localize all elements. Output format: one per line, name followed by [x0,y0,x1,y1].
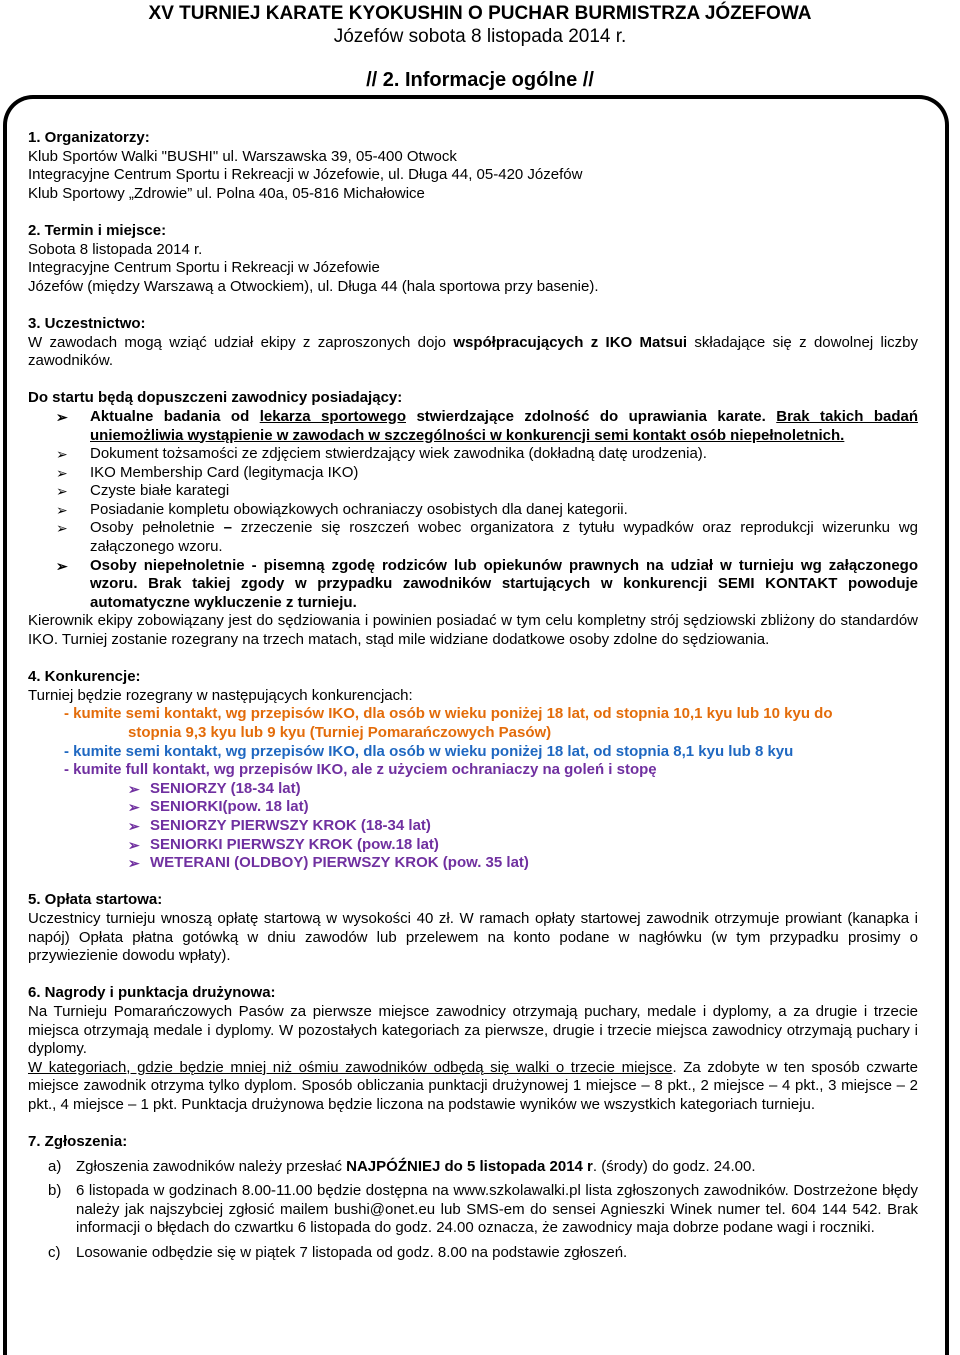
paragraph: Turniej będzie rozegrany w następujących konkurencjach: [28,686,413,704]
section-heading: 3. Uczestnictwo: [28,314,146,332]
text: SENIORZY (18-34 lat) [150,779,301,797]
text: SENIORZY PIERWSZY KROK (18-34 lat) [150,816,431,834]
text-underlined: lekarza sportowego [259,407,406,425]
arrow-bullet-icon: ➢ [128,836,140,853]
text: Czyste białe karategi [90,482,230,500]
arrow-bullet-icon: ➢ [56,464,68,481]
text-line: Józefów (między Warszawą a Otwockiem), ul. Długa 44 (hala sportowa przy basenie). [28,277,599,295]
paragraph [28,334,918,371]
text: Dokument tożsamości ze zdjęciem stwierdzający wiek zawodnika (dokładną datę urodzenia). [90,445,707,463]
section-prizes [28,984,918,1114]
text: IKO Membership Card (legitymacja IKO) [90,463,359,481]
section-fee [28,891,918,965]
section-title: // 2. Informacje ogólne // [366,69,594,91]
list-item [28,1244,918,1263]
competition-item: - kumite full kontakt, wg przepisów IKO, ale z użyciem ochraniaczy na goleń i stopę [64,761,657,779]
section-heading: 4. Konkurencje: [28,668,141,686]
list-item [28,445,918,464]
arrow-bullet-icon: ➢ [128,855,140,872]
text-bold: NAJPÓŹNIEJ do 5 listopada 2014 r [346,1157,593,1175]
text: Zgłoszenia zawodników należy przesłać [76,1157,347,1175]
section-competitions [28,668,918,873]
start-requirements-heading: Do startu będą dopuszczeni zawodnicy posiadający: [28,389,403,407]
document-subtitle: Józefów sobota 8 listopada 2014 r. [333,26,627,47]
list-item [28,557,918,613]
paragraph: Uczestnicy turnieju wnoszą opłatę startową w wysokości 40 zł. W ramach opłaty startowej zawodnik otrzymuje prowiant (kanapka i napój) Opłata płatna gotówką w dniu zawodów lub przelewem na konto podane w nagłówku (w tym przypadku prosimy o przywiezienie dowodu wpłaty). [28,909,918,965]
competition-item: - kumite semi kontakt, wg przepisów IKO, dla osób w wieku poniżej 18 lat, od stopnia 10,1 kyu lub 10 kyu do [64,705,833,723]
text-underlined: Brak takich badań uniemożliwia wystąpienie w zawodach w szczególności w konkurencji semi kontakt osób niepełnoletnich. [90,407,919,444]
registration-list [28,1158,918,1263]
competition-item: - kumite semi kontakt, wg przepisów IKO, dla osób w wieku poniżej 18 lat, od stopnia 8,1 kyu lub 8 kyu [64,742,794,760]
section-date-place [28,222,918,296]
text-bold: – [223,519,232,537]
document-title: XV TURNIEJ KARATE KYOKUSHIN O PUCHAR BURMISTRZA JÓZEFOWA [148,3,812,24]
section-heading: 2. Termin i miejsce: [28,221,167,239]
text-line: Integracyjne Centrum Sportu i Rekreacji w Józefowie, ul. Długa 44, 05-420 Józefów [28,166,583,184]
list-item [28,519,918,556]
text: Osoby pełnoletnie [90,519,224,537]
text-underlined: W kategoriach, gdzie będzie mniej niż ośmiu zawodników odbędą się walki o trzecie miejsce [28,1058,673,1076]
list-letter: a) [48,1157,62,1175]
document-body [28,129,918,1281]
category-item [128,836,918,855]
category-list [28,780,918,873]
list-item [28,1158,918,1177]
section-heading: 6. Nagrody i punktacja drużynowa: [28,984,276,1002]
text: W zawodach mogą wziąć udział ekipy z zaproszonych dojo [28,333,454,351]
arrow-bullet-icon: ➢ [56,408,68,425]
text: SENIORKI PIERWSZY KROK (pow.18 lat) [150,835,439,853]
text-line: Integracyjne Centrum Sportu i Rekreacji w Józefowie [28,259,380,277]
category-item [128,780,918,799]
arrow-bullet-icon: ➢ [56,501,68,518]
requirements-list [28,408,918,613]
text: Losowanie odbędzie się w piątek 7 listopada od godz. 8.00 na podstawie zgłoszeń. [76,1244,628,1262]
category-item [128,854,918,873]
section-organizers [28,129,918,203]
list-letter: b) [48,1182,62,1200]
section-heading: 7. Zgłoszenia: [28,1133,128,1151]
text: Posiadanie kompletu obowiązkowych ochraniaczy osobistych dla danej kategorii. [90,500,628,518]
text: Aktualne badania od [90,407,260,425]
paragraph [28,1059,918,1115]
competition-list [28,705,918,779]
competition-item-continued: stopnia 9,3 kyu lub 9 kyu (Turniej Pomarańczowych Pasów) [128,724,552,741]
arrow-bullet-icon: ➢ [56,557,68,574]
text-line: Sobota 8 listopada 2014 r. [28,240,203,258]
arrow-bullet-icon: ➢ [128,780,140,797]
section-participation [28,315,918,650]
text: . (środy) do godz. 24.00. [592,1157,756,1175]
list-item [28,464,918,483]
category-item [128,817,918,836]
paragraph: Kierownik ekipy zobowiązany jest do sędziowania i powinien posiadać w tym celu kompletny strój sędziowski zbliżony do standardów IKO. Turniej zostanie rozegrany na trzech matach, stąd mile widziane dodatkowe osoby zdolne do sędziowania. [28,612,918,649]
list-item [28,1182,918,1238]
text: składające się z dowolnej liczby zawodników. [28,333,918,370]
text: SENIORKI(pow. 18 lat) [150,798,309,816]
paragraph: Na Turnieju Pomarańczowych Pasów za pierwsze miejsce zawodnicy otrzymają puchary, medale i dyplomy, a za drugie i trzecie miejsca otrzymają medale i dyplomy. W pozostałych kategoriach za pierwsze, drugie i trzecie miejsca zawodnicy otrzymają puchary i dyplomy. [28,1002,918,1058]
text: . Za zdobyte w ten sposób czwarte miejsce zawodnik otrzyma tylko dyplom. Sposób obliczania punktacji drużynowej 1 miejsce – 8 pkt., 2 miejsce – 4 pkt., 3 miejsce – 2 pkt., 4 miejsce – 1 pkt. Punktacja drużynowa będzie liczona na podstawie wyników we wszystkich kategoriach turnieju. [28,1058,918,1113]
text: Osoby niepełnoletnie - pisemną zgodę rodziców lub opiekunów prawnych na udział w turnieju wg załączonego wzoru. Brak takiej zgody w przypadku zawodników startujących w konkurencji SEMI KONTAKT powoduje automatyczne wykluczenie z turnieju. [90,556,918,611]
text: 6 listopada w godzinach 8.00-11.00 będzie dostępna na www.szkolawalki.pl lista zgłoszonych zawodników. Dostrzeżone błędy należy jak najszybciej zgłosić mailem bushi@onet.eu lub SMS-em do sensei Agnieszki Winek numer tel. 604 144 542. Brak informacji o błędach do czwartku 6 listopada do godz. 24.00 oznacza, że zawodnicy maja dobrze podane wagi i roczniki. [76,1182,918,1237]
text-line: Klub Sportowy „Zdrowie” ul. Polna 40a, 05-816 Michałowice [28,184,425,202]
list-item [28,501,918,520]
text: WETERANI (OLDBOY) PIERWSZY KROK (pow. 35 lat) [150,854,529,872]
section-registration [28,1133,918,1263]
text: zrzeczenie się roszczeń wobec organizatora z tytułu wypadków oraz reprodukcji wizerunku wg załączonego wzoru. [90,519,918,556]
text-line: Klub Sportów Walki "BUSHI" ul. Warszawska 39, 05-400 Otwock [28,147,457,165]
text: stwierdzające zdolność do uprawiania karate. [406,407,777,425]
arrow-bullet-icon: ➢ [128,817,140,834]
arrow-bullet-icon: ➢ [56,520,68,537]
arrow-bullet-icon: ➢ [128,799,140,816]
text-bold: współpracujących z IKO Matsui [453,333,688,351]
section-heading: 5. Opłata startowa: [28,891,163,909]
arrow-bullet-icon: ➢ [56,483,68,500]
list-item [28,482,918,501]
section-heading: 1. Organizatorzy: [28,129,150,146]
arrow-bullet-icon: ➢ [56,446,68,463]
category-item [128,798,918,817]
list-item [28,408,918,445]
list-letter: c) [48,1244,61,1262]
